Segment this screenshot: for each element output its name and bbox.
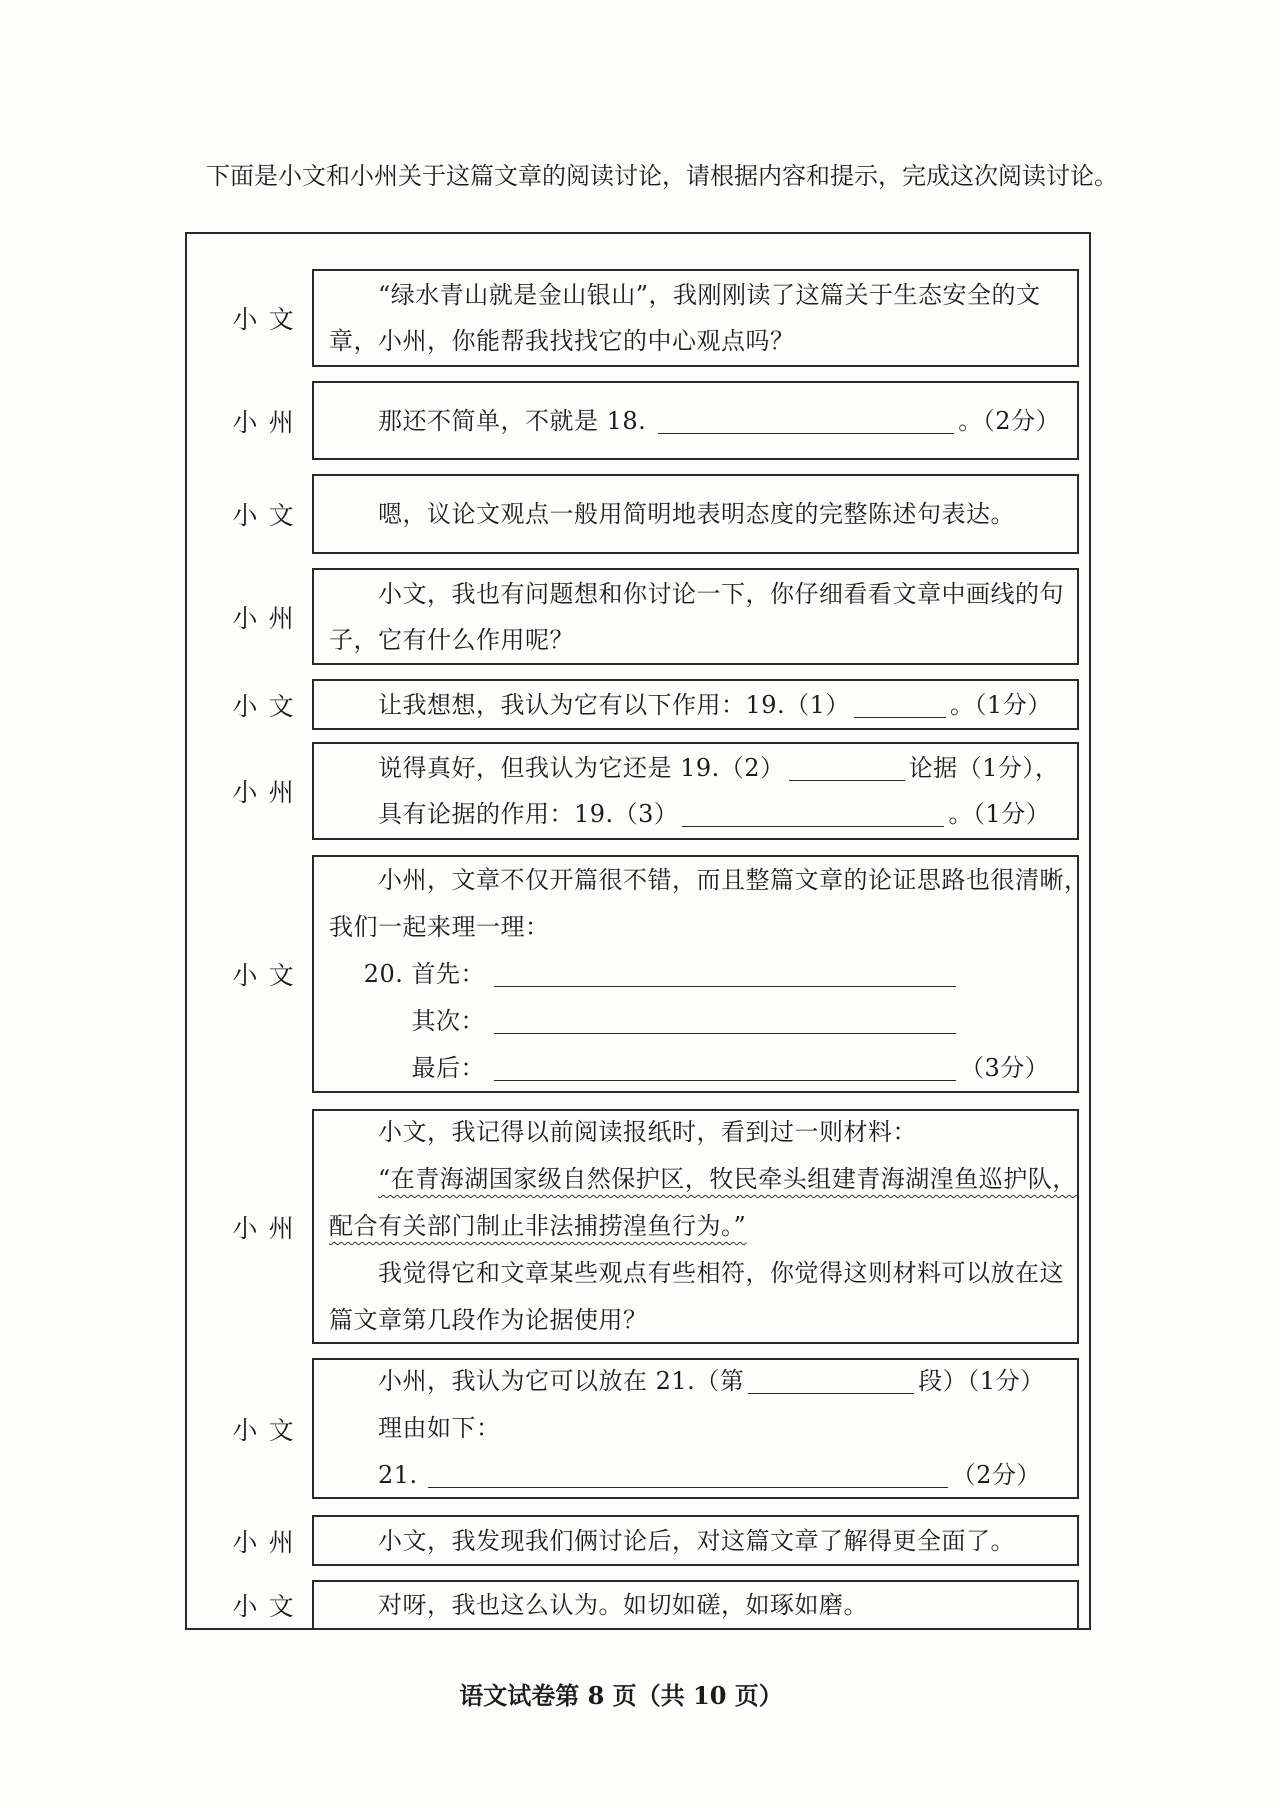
speaker-label: 小文 [232,501,305,530]
question-18-line [329,398,1067,444]
speech-line: 小文，我发现我们俩讨论后，对这篇文章了解得更全面了。 [378,1526,1015,1555]
speech-line: 子，它有什么作用呢？ [329,625,574,654]
dialogue-turn [0,1580,1280,1630]
speech-box [312,381,1079,460]
speech-line: 小文，我记得以前阅读报纸时，看到过一则材料： [378,1118,917,1146]
speech-line: 理由如下： [378,1414,501,1442]
step-label: 20. 首先： [363,959,485,988]
instruction-text: 下面是小文和小州关于这篇文章的阅读讨论，请根据内容和提示，完成这次阅读讨论。 [206,162,1118,190]
question-19-3-line [329,791,1067,837]
speech-box [312,474,1079,554]
answer-blank [494,1009,956,1034]
score-text: 段）（1分） [918,1367,1045,1395]
speech-line: 嗯，议论文观点一般用简明地表明态度的完整陈述句表达。 [378,500,1015,528]
dialogue-turn [0,568,1280,665]
speech-text: 让我想想，我认为它有以下作用：19.（1） [378,690,850,719]
dialogue-turn [0,1358,1280,1499]
speaker-label: 小文 [232,691,305,721]
answer-blank [854,693,946,718]
speech-text: 具有论据的作用：19.（3） [378,800,679,828]
dialogue-turn [0,742,1280,840]
speaker-label: 小州 [232,407,305,437]
score-text: 。（1分） [949,690,1052,719]
dialogue-turn [0,381,1280,460]
score-text: 论据（1分）， [908,754,1060,782]
dialogue-turn [0,474,1280,554]
question-21-reason-line [329,1452,1067,1499]
dialogue-turn [0,269,1280,367]
dialogue-turn [0,1109,1280,1344]
speaker-label: 小文 [232,1415,305,1445]
answer-blank [658,409,954,434]
question-20-step-line [329,951,1067,998]
step-label: 其次： [411,1006,485,1035]
answer-blank [428,1463,948,1488]
speech-box [312,1515,1079,1566]
speaker-label: 小州 [232,603,305,633]
speaker-label: 小文 [232,305,305,334]
speech-line: 我觉得它和文章某些观点有些相符，你觉得这则材料可以放在这 [378,1259,1064,1287]
speech-box [312,269,1079,367]
speech-box [312,855,1089,1093]
speech-text: 小州，我认为它可以放在 21.（第 [378,1367,745,1395]
speaker-label: 小州 [232,1527,305,1557]
quoted-material-line [329,1156,1077,1203]
answer-blank [494,962,956,987]
step-label: 最后： [411,1053,485,1082]
question-19-1-line [329,682,1067,728]
speech-box [312,679,1079,730]
answer-blank [789,756,905,781]
page-footer: 语文试卷第 8 页（共 10 页） [459,1681,783,1710]
speech-line: 对呀，我也这么认为。如切如磋，如琢如磨。 [378,1591,868,1619]
speech-box [312,1580,1079,1630]
speech-text: 那还不简单，不就是 18. [378,406,647,435]
wavy-underlined-text: “在青海湖国家级自然保护区，牧民牵头组建青海湖湟鱼巡护队， [378,1165,1077,1193]
speech-line: 篇文章第几段作为论据使用？ [329,1306,648,1334]
score-text: 。（1分） [948,800,1051,828]
speaker-label: 小州 [232,778,305,807]
speech-box [312,742,1079,840]
question-21-paragraph-line [329,1358,1067,1405]
speech-box [312,1109,1079,1344]
dialogue-turn [0,855,1280,1093]
speech-line: 小文，我也有问题想和你讨论一下，你仔细看看文章中画线的句 [378,579,1064,608]
question-20-step-line [329,998,1067,1045]
question-19-2-line [329,745,1067,791]
speaker-label: 小文 [232,1592,305,1621]
speech-text: 21. [378,1461,418,1489]
speech-box [312,568,1079,665]
dialogue-turn [0,1515,1280,1566]
score-text: （2分） [951,1461,1041,1489]
answer-blank [748,1369,914,1394]
answer-blank [682,802,944,827]
answer-blank [494,1056,956,1081]
speech-line: 章，小州，你能帮我找找它的中心观点吗？ [329,327,795,355]
dialogue-turn [0,679,1280,730]
speech-box [312,1358,1079,1499]
speech-line: 我们一起来理一理： [329,912,550,941]
speaker-label: 小州 [232,1213,305,1243]
speech-line: 小州，文章不仅开篇很不错，而且整篇文章的论证思路也很清晰， [378,865,1089,894]
question-20-step-line [329,1045,1067,1092]
speaker-label: 小文 [232,961,305,990]
wavy-underlined-text: 配合有关部门制止非法捕捞湟鱼行为。” [329,1212,747,1240]
speech-line: “绿水青山就是金山银山”，我刚刚读了这篇关于生态安全的文 [378,281,1041,309]
speech-text: 说得真好，但我认为它还是 19.（2） [378,754,785,782]
score-text: 。（2分） [958,406,1061,435]
score-text: （3分） [960,1053,1050,1082]
quoted-material-line [329,1203,1067,1250]
